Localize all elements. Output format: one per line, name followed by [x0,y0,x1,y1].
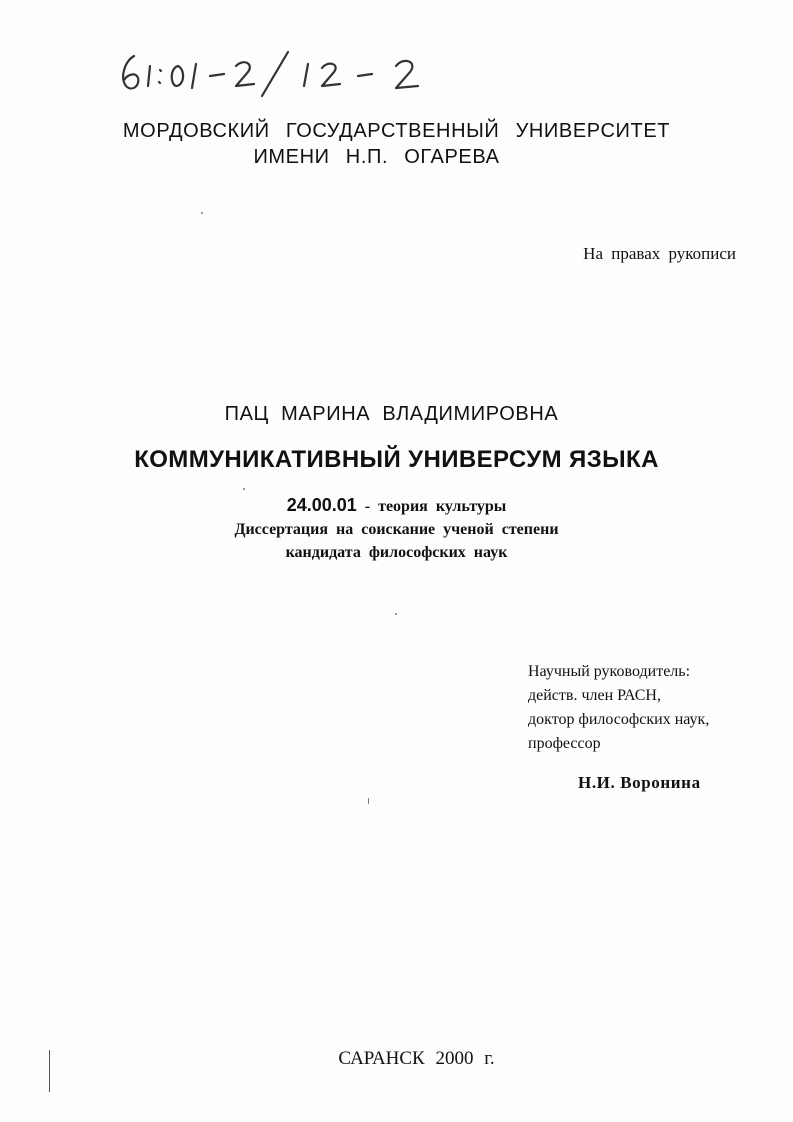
degree-line: Диссертация на соискание ученой степени [234,521,559,538]
dissertation-title: КОММУНИКАТИВНЫЙ УНИВЕРСУМ ЯЗЫКА [134,446,659,473]
city: САРАНСК [338,1048,425,1069]
specialty-line [0,494,793,518]
year: 2000 г. [435,1048,495,1069]
supervisor-name: Н.И. Воронина [578,773,701,792]
scan-speck [243,488,245,490]
supervisor-block [528,660,768,756]
supervisor-rank: профессор [528,735,601,752]
degree-field-line: кандидата философских наук [285,544,508,561]
university-name [0,118,793,170]
scan-speck [201,212,203,214]
manuscript-rights-note: На правах рукописи [583,244,736,263]
university-name-line1: МОРДОВСКИЙ ГОСУДАРСТВЕННЫЙ УНИВЕРСИТЕТ [122,120,671,142]
author-name: ПАЦ МАРИНА ВЛАДИМИРОВНА [224,403,559,425]
scan-speck [368,798,369,804]
university-name-line2: ИМЕНИ Н.П. ОГАРЕВА [253,146,500,168]
supervisor-degree: доктор философских наук, [528,711,710,728]
specialty-block [0,494,793,564]
handwritten-shelfmark [112,44,452,100]
scan-margin-line [49,1050,50,1092]
specialty-name: - теория культуры [364,498,507,515]
supervisor-position: действ. член РАСН, [528,687,661,704]
specialty-code: 24.00.01 [286,495,357,515]
city-year [0,1048,793,1070]
supervisor-label: Научный руководитель: [528,663,691,680]
scan-speck [395,613,397,615]
